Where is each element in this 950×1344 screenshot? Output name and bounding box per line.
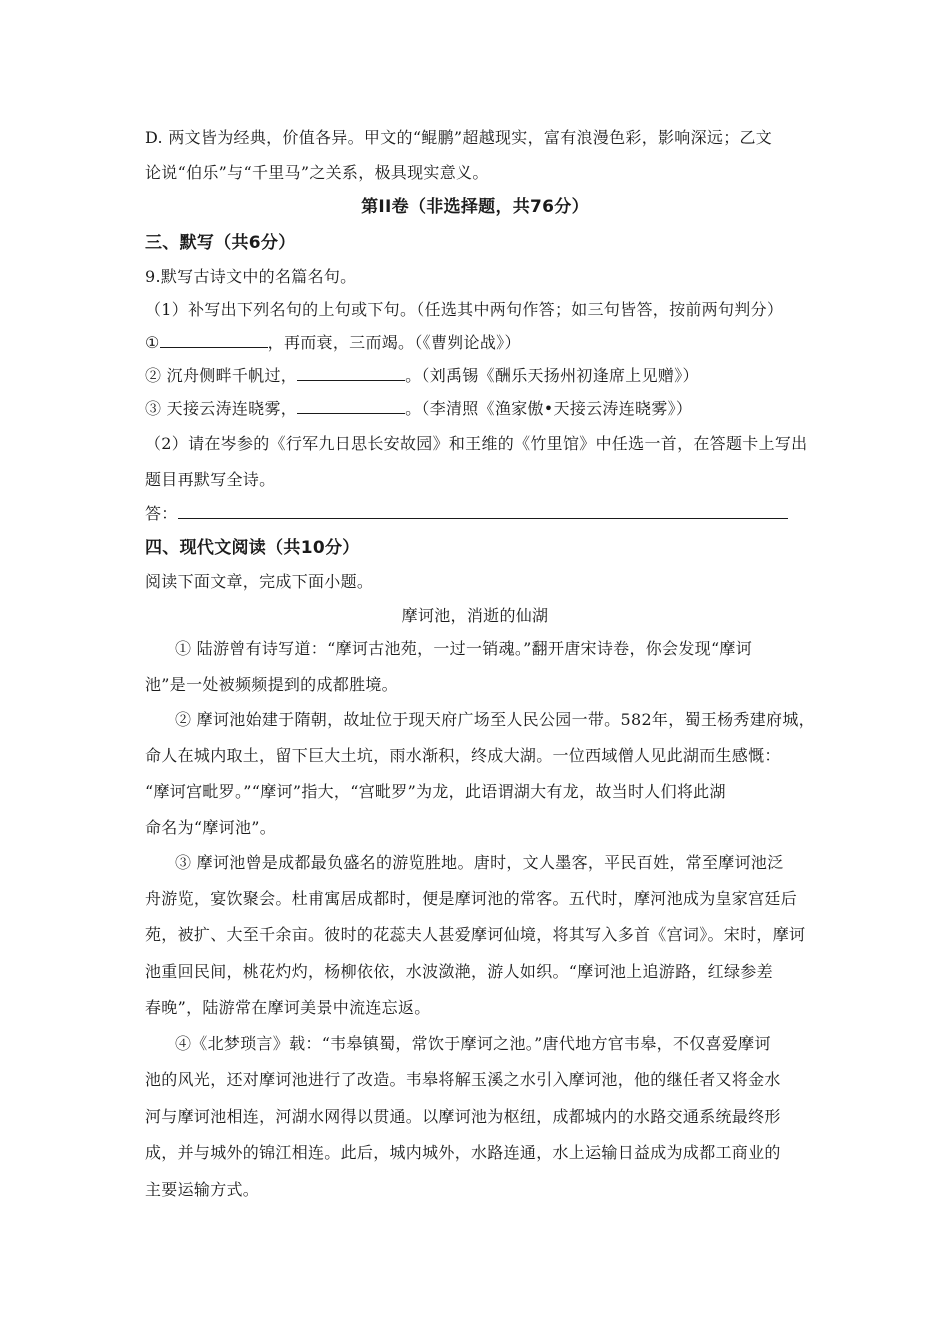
item-2-blank[interactable] — [297, 365, 405, 381]
item-3-source: 。（李清照《渔家傲•天接云涛连晓雾》） — [405, 399, 693, 418]
paragraph-4-line: 成，并与城外的锦江相连。此后，城内城外，水路连通，水上运输日益成为成都工商业的 — [145, 1143, 781, 1162]
sub-question-2-line-2: 题目再默写全诗。 — [145, 470, 276, 489]
paragraph-2-line: 命名为“摩诃池”。 — [145, 818, 277, 837]
item-2-lead: ② 沉舟侧畔千帆过， — [145, 366, 298, 385]
option-d-line-2: 论说“伯乐”与“千里马”之关系，极具现实意义。 — [145, 163, 489, 182]
paragraph-2-line: “摩诃宫毗罗。”“摩诃”指大，“宫毗罗”为龙，此语谓湖大有龙，故当时人们将此湖 — [145, 782, 726, 801]
article-title: 摩诃池，消逝的仙湖 — [401, 606, 549, 625]
section4-heading: 四、现代文阅读（共10分） — [145, 538, 360, 558]
fill-item-1 — [145, 332, 521, 354]
fill-item-2 — [145, 365, 699, 387]
paragraph-4-line: ④《北梦琐言》载：“韦皋镇蜀，常饮于摩诃之池。”唐代地方官韦皋，不仅喜爱摩诃 — [175, 1034, 771, 1053]
paragraph-2-line: ② 摩诃池始建于隋朝，故址位于现天府广场至人民公园一带。582年，蜀王杨秀建府城， — [175, 710, 815, 729]
item-3-lead: ③ 天接云涛连晓雾， — [145, 399, 298, 418]
paragraph-4-line: 池的风光，还对摩诃池进行了改造。韦皋将解玉溪之水引入摩诃池，他的继任者又将金水 — [145, 1070, 781, 1089]
answer-blank[interactable] — [178, 503, 788, 519]
item-1-blank[interactable] — [160, 332, 268, 348]
item-1-number: ① — [145, 333, 160, 352]
paragraph-3-line: 春晚”，陆游常在摩诃美景中流连忘返。 — [145, 998, 431, 1017]
paragraph-2-line: 命人在城内取土，留下巨大土坑，雨水渐积，终成大湖。一位西域僧人见此湖而生感慨： — [145, 746, 781, 765]
paragraph-3-line: 苑，被扩、大至千余亩。彼时的花蕊夫人甚爱摩诃仙境，将其写入多首《宫词》。宋时，摩诃 — [145, 925, 806, 944]
item-1-text: ，再而衰，三而竭。（《曹刿论战》） — [267, 333, 521, 352]
item-3-blank[interactable] — [297, 398, 405, 414]
sub-question-2-line-1: （2）请在岑参的《行军九日思长安故园》和王维的《竹里馆》中任选一首，在答题卡上写出 — [145, 434, 808, 453]
paragraph-3-line: 池重回民间，桃花灼灼，杨柳依依，水波潋滟，游人如织。“摩诃池上追游路，红绿参差 — [145, 962, 773, 981]
paragraph-4-line: 河与摩诃池相连，河湖水网得以贯通。以摩诃池为枢纽，成都城内的水路交通系统最终形 — [145, 1107, 781, 1126]
section3-heading: 三、默写（共6分） — [145, 233, 296, 253]
reading-instruction: 阅读下面文章，完成下面小题。 — [145, 572, 374, 591]
question-9: 9.默写古诗文中的名篇名句。 — [145, 267, 357, 286]
paragraph-1-line: ① 陆游曾有诗写道：“摩诃古池苑，一过一销魂。”翻开唐宋诗卷，你会发现“摩诃 — [175, 639, 753, 658]
part2-title: 第II卷（非选择题，共76分） — [361, 197, 589, 217]
paragraph-1-line: 池”是一处被频频提到的成都胜境。 — [145, 675, 398, 694]
answer-row — [145, 503, 788, 525]
paragraph-3-line: ③ 摩诃池曾是成都最负盛名的游览胜地。唐时，文人墨客，平民百姓，常至摩诃池泛 — [175, 853, 784, 872]
sub-question-1: （1）补写出下列名句的上句或下句。（任选其中两句作答；如三句皆答，按前两句判分） — [145, 300, 784, 319]
option-d-line-1: D. 两文皆为经典，价值各异。甲文的“鲲鹏”超越现实，富有浪漫色彩，影响深远；乙文 — [145, 128, 773, 147]
paragraph-4-line: 主要运输方式。 — [145, 1180, 260, 1199]
fill-item-3 — [145, 398, 692, 420]
item-2-source: 。（刘禹锡《酬乐天扬州初逢席上见赠》） — [405, 366, 699, 385]
answer-label: 答： — [145, 504, 178, 523]
paragraph-3-line: 舟游览，宴饮聚会。杜甫寓居成都时，便是摩诃池的常客。五代时，摩河池成为皇家宫廷后 — [145, 889, 798, 908]
